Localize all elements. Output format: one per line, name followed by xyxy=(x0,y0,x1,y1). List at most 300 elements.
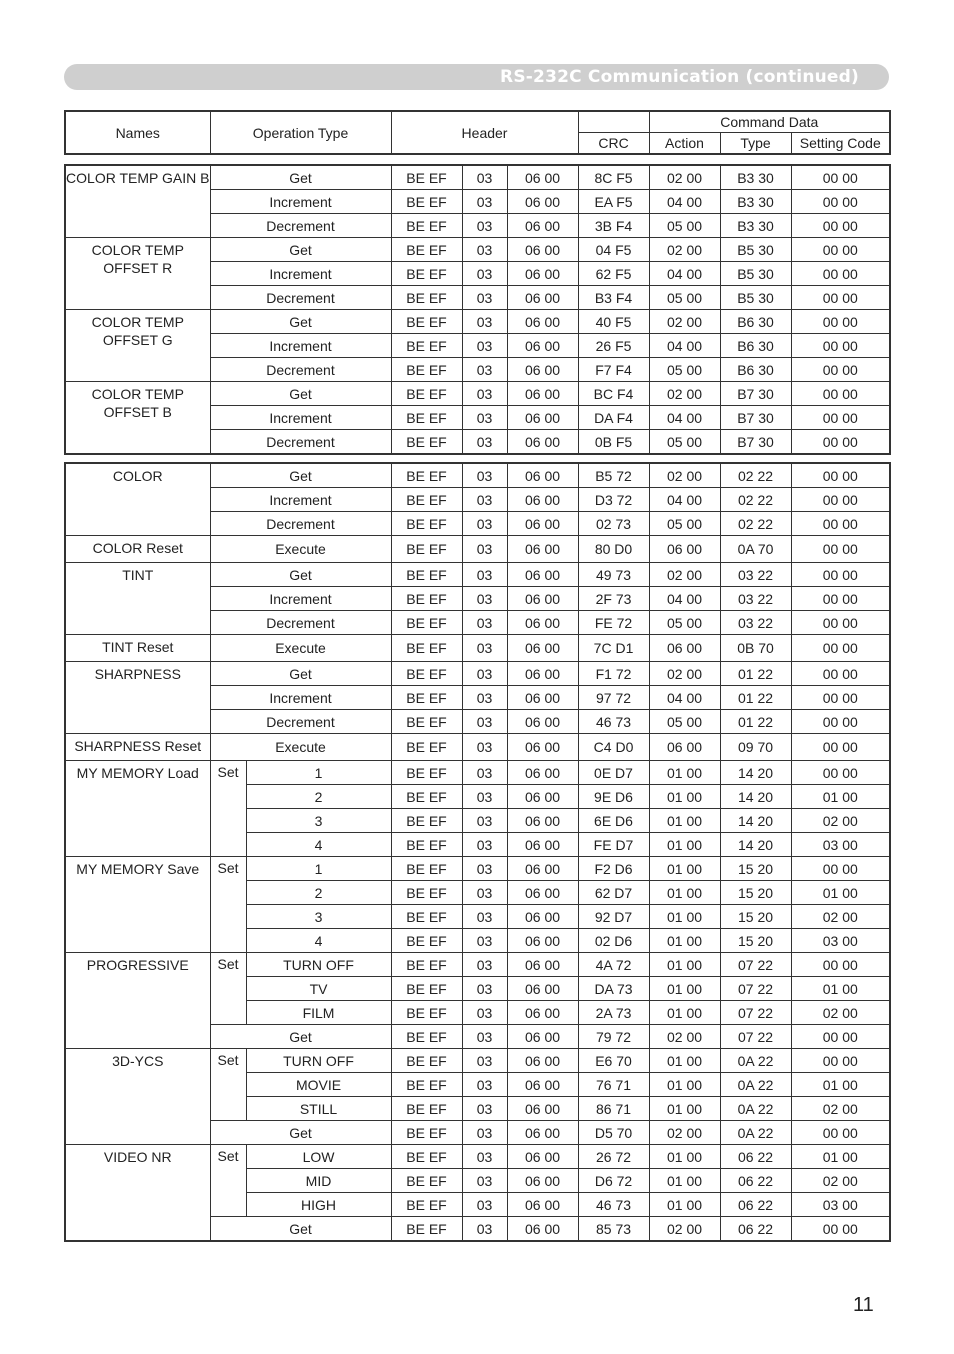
header-byte: 03 xyxy=(462,1073,507,1097)
setting-code-value: 00 00 xyxy=(791,686,890,710)
header-byte: 06 00 xyxy=(507,488,578,512)
crc-value: DA F4 xyxy=(578,406,649,430)
header-byte: BE EF xyxy=(391,1025,462,1049)
header-byte: 03 xyxy=(462,310,507,334)
set-value: 2 xyxy=(246,881,391,905)
header-byte: BE EF xyxy=(391,977,462,1001)
header-byte: 06 00 xyxy=(507,563,578,587)
section-title: RS-232C Communication (continued) xyxy=(500,67,859,87)
operation-type: Decrement xyxy=(210,512,391,536)
header-byte: 06 00 xyxy=(507,190,578,214)
header-byte: 06 00 xyxy=(507,1145,578,1169)
action-value: 05 00 xyxy=(649,358,720,382)
section-banner xyxy=(64,64,889,90)
header-byte: 03 xyxy=(462,463,507,488)
action-value: 01 00 xyxy=(649,809,720,833)
set-value: TV xyxy=(246,977,391,1001)
type-value: 15 20 xyxy=(720,905,791,929)
type-value: 0A 70 xyxy=(720,536,791,563)
type-value: 06 22 xyxy=(720,1169,791,1193)
type-value: B6 30 xyxy=(720,334,791,358)
header-byte: 06 00 xyxy=(507,358,578,382)
action-value: 04 00 xyxy=(649,686,720,710)
type-value: 03 22 xyxy=(720,587,791,611)
col-header-names: Names xyxy=(65,111,210,154)
header-byte: 06 00 xyxy=(507,1169,578,1193)
crc-value: DA 73 xyxy=(578,977,649,1001)
command-name: COLOR TEMP OFFSET R xyxy=(65,238,210,310)
action-value: 01 00 xyxy=(649,1073,720,1097)
header-byte: 03 xyxy=(462,710,507,734)
action-value: 04 00 xyxy=(649,190,720,214)
setting-code-value: 02 00 xyxy=(791,905,890,929)
header-byte: 03 xyxy=(462,1049,507,1073)
header-byte: 06 00 xyxy=(507,382,578,406)
setting-code-value: 00 00 xyxy=(791,536,890,563)
header-byte: 06 00 xyxy=(507,430,578,455)
command-name: TINT Reset xyxy=(65,635,210,662)
operation-type: Get xyxy=(210,238,391,262)
header-byte: 06 00 xyxy=(507,710,578,734)
header-byte: 06 00 xyxy=(507,734,578,761)
crc-value: 9E D6 xyxy=(578,785,649,809)
setting-code-value: 00 00 xyxy=(791,190,890,214)
action-value: 02 00 xyxy=(649,1121,720,1145)
set-label: Set xyxy=(210,953,246,1025)
setting-code-value: 00 00 xyxy=(791,662,890,686)
header-byte: BE EF xyxy=(391,536,462,563)
setting-code-value: 00 00 xyxy=(791,1121,890,1145)
setting-code-value: 01 00 xyxy=(791,977,890,1001)
setting-code-value: 00 00 xyxy=(791,358,890,382)
setting-code-value: 02 00 xyxy=(791,1001,890,1025)
header-byte: 03 xyxy=(462,929,507,953)
header-byte: BE EF xyxy=(391,710,462,734)
header-byte: BE EF xyxy=(391,662,462,686)
operation-type: Decrement xyxy=(210,214,391,238)
header-byte: BE EF xyxy=(391,611,462,635)
header-byte: BE EF xyxy=(391,761,462,785)
table-row xyxy=(65,953,890,977)
header-byte: 03 xyxy=(462,833,507,857)
header-byte: BE EF xyxy=(391,929,462,953)
header-byte: 06 00 xyxy=(507,512,578,536)
header-byte: BE EF xyxy=(391,382,462,406)
set-label: Set xyxy=(210,857,246,953)
type-value: 14 20 xyxy=(720,833,791,857)
set-value: 4 xyxy=(246,833,391,857)
set-value: FILM xyxy=(246,1001,391,1025)
crc-value: 46 73 xyxy=(578,1193,649,1217)
setting-code-value: 00 00 xyxy=(791,611,890,635)
type-value: 14 20 xyxy=(720,785,791,809)
crc-value: 97 72 xyxy=(578,686,649,710)
type-value: 06 22 xyxy=(720,1193,791,1217)
header-byte: BE EF xyxy=(391,905,462,929)
crc-value: 0B F5 xyxy=(578,430,649,455)
setting-code-value: 00 00 xyxy=(791,761,890,785)
command-name: MY MEMORY Load xyxy=(65,761,210,857)
crc-value: 62 F5 xyxy=(578,262,649,286)
setting-code-value: 00 00 xyxy=(791,165,890,190)
type-value: 0B 70 xyxy=(720,635,791,662)
action-value: 06 00 xyxy=(649,734,720,761)
header-byte: 06 00 xyxy=(507,536,578,563)
crc-value: FE D7 xyxy=(578,833,649,857)
command-name: SHARPNESS Reset xyxy=(65,734,210,761)
header-byte: BE EF xyxy=(391,1001,462,1025)
col-header-operation-type: Operation Type xyxy=(210,111,391,154)
type-value: B7 30 xyxy=(720,430,791,455)
setting-code-value: 00 00 xyxy=(791,512,890,536)
set-value: TURN OFF xyxy=(246,953,391,977)
table-row xyxy=(65,761,890,785)
header-byte: 03 xyxy=(462,1169,507,1193)
action-value: 05 00 xyxy=(649,611,720,635)
command-name: TINT xyxy=(65,563,210,635)
header-byte: BE EF xyxy=(391,430,462,455)
action-value: 05 00 xyxy=(649,286,720,310)
setting-code-value: 00 00 xyxy=(791,1025,890,1049)
header-byte: BE EF xyxy=(391,463,462,488)
header-byte: BE EF xyxy=(391,1073,462,1097)
setting-code-value: 00 00 xyxy=(791,262,890,286)
header-byte: BE EF xyxy=(391,1193,462,1217)
header-byte: 03 xyxy=(462,761,507,785)
header-byte: 06 00 xyxy=(507,310,578,334)
operation-type: Execute xyxy=(210,536,391,563)
operation-type: Get xyxy=(210,1121,391,1145)
action-value: 01 00 xyxy=(649,1169,720,1193)
header-byte: 06 00 xyxy=(507,635,578,662)
command-name: PROGRESSIVE xyxy=(65,953,210,1049)
header-byte: 06 00 xyxy=(507,165,578,190)
header-byte: 06 00 xyxy=(507,214,578,238)
action-value: 02 00 xyxy=(649,1025,720,1049)
setting-code-value: 02 00 xyxy=(791,809,890,833)
type-value: B5 30 xyxy=(720,238,791,262)
header-byte: BE EF xyxy=(391,1217,462,1242)
setting-code-value: 01 00 xyxy=(791,1073,890,1097)
header-byte: BE EF xyxy=(391,214,462,238)
operation-type: Get xyxy=(210,165,391,190)
action-value: 01 00 xyxy=(649,953,720,977)
header-byte: 03 xyxy=(462,662,507,686)
command-name: COLOR TEMP OFFSET G xyxy=(65,310,210,382)
header-byte: 06 00 xyxy=(507,406,578,430)
set-label: Set xyxy=(210,761,246,857)
crc-value: D6 72 xyxy=(578,1169,649,1193)
header-byte: 06 00 xyxy=(507,686,578,710)
setting-code-value: 00 00 xyxy=(791,430,890,455)
setting-code-value: 00 00 xyxy=(791,563,890,587)
type-value: B3 30 xyxy=(720,214,791,238)
action-value: 04 00 xyxy=(649,334,720,358)
header-byte: 06 00 xyxy=(507,262,578,286)
header-byte: 06 00 xyxy=(507,809,578,833)
table-row xyxy=(65,1145,890,1169)
setting-code-value: 00 00 xyxy=(791,334,890,358)
setting-code-value: 00 00 xyxy=(791,488,890,512)
type-value: B5 30 xyxy=(720,286,791,310)
type-value: B5 30 xyxy=(720,262,791,286)
table-row xyxy=(65,463,890,488)
crc-value: F2 D6 xyxy=(578,857,649,881)
header-byte: 06 00 xyxy=(507,1049,578,1073)
operation-type: Decrement xyxy=(210,430,391,455)
col-header-command-data: Command Data xyxy=(649,111,890,133)
set-value: HIGH xyxy=(246,1193,391,1217)
header-byte: 06 00 xyxy=(507,334,578,358)
header-byte: 06 00 xyxy=(507,238,578,262)
crc-value: D3 72 xyxy=(578,488,649,512)
crc-value: F7 F4 xyxy=(578,358,649,382)
type-value: B7 30 xyxy=(720,406,791,430)
header-byte: 06 00 xyxy=(507,587,578,611)
header-byte: BE EF xyxy=(391,488,462,512)
setting-code-value: 03 00 xyxy=(791,833,890,857)
crc-value: 80 D0 xyxy=(578,536,649,563)
type-value: 0A 22 xyxy=(720,1121,791,1145)
action-value: 02 00 xyxy=(649,563,720,587)
command-table-part-2 xyxy=(64,462,891,1242)
type-value: 07 22 xyxy=(720,953,791,977)
header-byte: BE EF xyxy=(391,686,462,710)
table-row xyxy=(65,1049,890,1073)
type-value: 15 20 xyxy=(720,929,791,953)
crc-value: BC F4 xyxy=(578,382,649,406)
type-value: 02 22 xyxy=(720,488,791,512)
table-header xyxy=(64,110,891,155)
set-value: 4 xyxy=(246,929,391,953)
action-value: 05 00 xyxy=(649,710,720,734)
header-byte: 06 00 xyxy=(507,977,578,1001)
action-value: 04 00 xyxy=(649,488,720,512)
header-byte: 06 00 xyxy=(507,953,578,977)
set-value: 2 xyxy=(246,785,391,809)
action-value: 04 00 xyxy=(649,406,720,430)
header-byte: BE EF xyxy=(391,262,462,286)
header-byte: 03 xyxy=(462,1025,507,1049)
type-value: 06 22 xyxy=(720,1145,791,1169)
header-byte: 03 xyxy=(462,785,507,809)
header-byte: BE EF xyxy=(391,406,462,430)
set-label: Set xyxy=(210,1049,246,1121)
header-byte: 03 xyxy=(462,488,507,512)
header-byte: 03 xyxy=(462,1121,507,1145)
operation-type: Increment xyxy=(210,190,391,214)
set-value: 1 xyxy=(246,857,391,881)
header-byte: 03 xyxy=(462,611,507,635)
action-value: 01 00 xyxy=(649,1097,720,1121)
type-value: B6 30 xyxy=(720,310,791,334)
header-byte: 03 xyxy=(462,1193,507,1217)
header-byte: 06 00 xyxy=(507,785,578,809)
action-value: 05 00 xyxy=(649,512,720,536)
header-byte: BE EF xyxy=(391,1049,462,1073)
header-byte: 03 xyxy=(462,686,507,710)
action-value: 01 00 xyxy=(649,881,720,905)
crc-value: 6E D6 xyxy=(578,809,649,833)
header-byte: 03 xyxy=(462,635,507,662)
header-byte: 06 00 xyxy=(507,905,578,929)
setting-code-value: 02 00 xyxy=(791,1097,890,1121)
setting-code-value: 00 00 xyxy=(791,710,890,734)
action-value: 02 00 xyxy=(649,165,720,190)
header-byte: 06 00 xyxy=(507,833,578,857)
header-byte: 06 00 xyxy=(507,662,578,686)
setting-code-value: 01 00 xyxy=(791,785,890,809)
crc-value: EA F5 xyxy=(578,190,649,214)
table-row xyxy=(65,536,890,563)
header-byte: 03 xyxy=(462,1001,507,1025)
table-row xyxy=(65,238,890,262)
command-table-part-1 xyxy=(64,164,891,455)
header-byte: BE EF xyxy=(391,587,462,611)
header-byte: BE EF xyxy=(391,190,462,214)
header-byte: 06 00 xyxy=(507,1025,578,1049)
header-byte: 06 00 xyxy=(507,761,578,785)
action-value: 02 00 xyxy=(649,463,720,488)
header-byte: 03 xyxy=(462,262,507,286)
action-value: 02 00 xyxy=(649,238,720,262)
action-value: 04 00 xyxy=(649,262,720,286)
crc-value: 85 73 xyxy=(578,1217,649,1242)
operation-type: Execute xyxy=(210,734,391,761)
setting-code-value: 00 00 xyxy=(791,406,890,430)
operation-type: Get xyxy=(210,310,391,334)
header-byte: 06 00 xyxy=(507,611,578,635)
col-header-type: Type xyxy=(720,133,791,155)
header-byte: 03 xyxy=(462,382,507,406)
header-byte: BE EF xyxy=(391,1169,462,1193)
command-name: COLOR Reset xyxy=(65,536,210,563)
action-value: 01 00 xyxy=(649,1001,720,1025)
header-byte: 03 xyxy=(462,358,507,382)
crc-value: 26 F5 xyxy=(578,334,649,358)
action-value: 01 00 xyxy=(649,929,720,953)
table-row xyxy=(65,857,890,881)
crc-value: 2A 73 xyxy=(578,1001,649,1025)
table-row xyxy=(65,662,890,686)
crc-value: 02 D6 xyxy=(578,929,649,953)
header-byte: BE EF xyxy=(391,165,462,190)
header-byte: 03 xyxy=(462,563,507,587)
operation-type: Increment xyxy=(210,587,391,611)
header-byte: BE EF xyxy=(391,734,462,761)
table-row xyxy=(65,734,890,761)
setting-code-value: 02 00 xyxy=(791,1169,890,1193)
header-byte: 06 00 xyxy=(507,857,578,881)
operation-type: Get xyxy=(210,563,391,587)
table-row xyxy=(65,310,890,334)
header-byte: 06 00 xyxy=(507,1097,578,1121)
setting-code-value: 00 00 xyxy=(791,734,890,761)
crc-value: F1 72 xyxy=(578,662,649,686)
crc-value: 40 F5 xyxy=(578,310,649,334)
setting-code-value: 01 00 xyxy=(791,881,890,905)
operation-type: Increment xyxy=(210,334,391,358)
header-byte: BE EF xyxy=(391,286,462,310)
setting-code-value: 00 00 xyxy=(791,382,890,406)
setting-code-value: 00 00 xyxy=(791,238,890,262)
set-value: LOW xyxy=(246,1145,391,1169)
operation-type: Increment xyxy=(210,488,391,512)
header-byte: 03 xyxy=(462,881,507,905)
operation-type: Decrement xyxy=(210,358,391,382)
header-byte: 06 00 xyxy=(507,463,578,488)
table-row xyxy=(65,165,890,190)
type-value: 01 22 xyxy=(720,710,791,734)
header-byte: 06 00 xyxy=(507,929,578,953)
action-value: 01 00 xyxy=(649,1145,720,1169)
type-value: 06 22 xyxy=(720,1217,791,1242)
crc-value: E6 70 xyxy=(578,1049,649,1073)
type-value: 07 22 xyxy=(720,1001,791,1025)
col-header-header: Header xyxy=(391,111,578,154)
table-row xyxy=(65,563,890,587)
header-byte: 03 xyxy=(462,977,507,1001)
crc-value: 02 73 xyxy=(578,512,649,536)
type-value: 09 70 xyxy=(720,734,791,761)
crc-value: 3B F4 xyxy=(578,214,649,238)
type-value: 01 22 xyxy=(720,662,791,686)
header-byte: 03 xyxy=(462,334,507,358)
type-value: 0A 22 xyxy=(720,1073,791,1097)
header-byte: 03 xyxy=(462,1097,507,1121)
set-value: TURN OFF xyxy=(246,1049,391,1073)
operation-type: Decrement xyxy=(210,710,391,734)
type-value: 07 22 xyxy=(720,1025,791,1049)
crc-value: FE 72 xyxy=(578,611,649,635)
header-byte: 03 xyxy=(462,214,507,238)
set-value: 1 xyxy=(246,761,391,785)
setting-code-value: 00 00 xyxy=(791,310,890,334)
crc-value: 86 71 xyxy=(578,1097,649,1121)
crc-value: 76 71 xyxy=(578,1073,649,1097)
header-byte: 06 00 xyxy=(507,286,578,310)
setting-code-value: 00 00 xyxy=(791,635,890,662)
header-byte: 06 00 xyxy=(507,1073,578,1097)
action-value: 02 00 xyxy=(649,662,720,686)
header-byte: 03 xyxy=(462,734,507,761)
set-label: Set xyxy=(210,1145,246,1217)
action-value: 02 00 xyxy=(649,310,720,334)
operation-type: Increment xyxy=(210,686,391,710)
type-value: B3 30 xyxy=(720,165,791,190)
header-byte: 03 xyxy=(462,512,507,536)
setting-code-value: 00 00 xyxy=(791,857,890,881)
header-byte: BE EF xyxy=(391,833,462,857)
action-value: 05 00 xyxy=(649,214,720,238)
header-byte: 03 xyxy=(462,286,507,310)
type-value: 02 22 xyxy=(720,512,791,536)
setting-code-value: 00 00 xyxy=(791,1049,890,1073)
set-value: 3 xyxy=(246,809,391,833)
crc-value: 92 D7 xyxy=(578,905,649,929)
header-byte: BE EF xyxy=(391,635,462,662)
header-byte: 03 xyxy=(462,536,507,563)
crc-value: 62 D7 xyxy=(578,881,649,905)
type-value: B6 30 xyxy=(720,358,791,382)
header-byte: 06 00 xyxy=(507,881,578,905)
header-byte: BE EF xyxy=(391,563,462,587)
setting-code-value: 01 00 xyxy=(791,1145,890,1169)
header-byte: 03 xyxy=(462,430,507,455)
setting-code-value: 00 00 xyxy=(791,214,890,238)
header-byte: BE EF xyxy=(391,1121,462,1145)
header-byte: BE EF xyxy=(391,785,462,809)
